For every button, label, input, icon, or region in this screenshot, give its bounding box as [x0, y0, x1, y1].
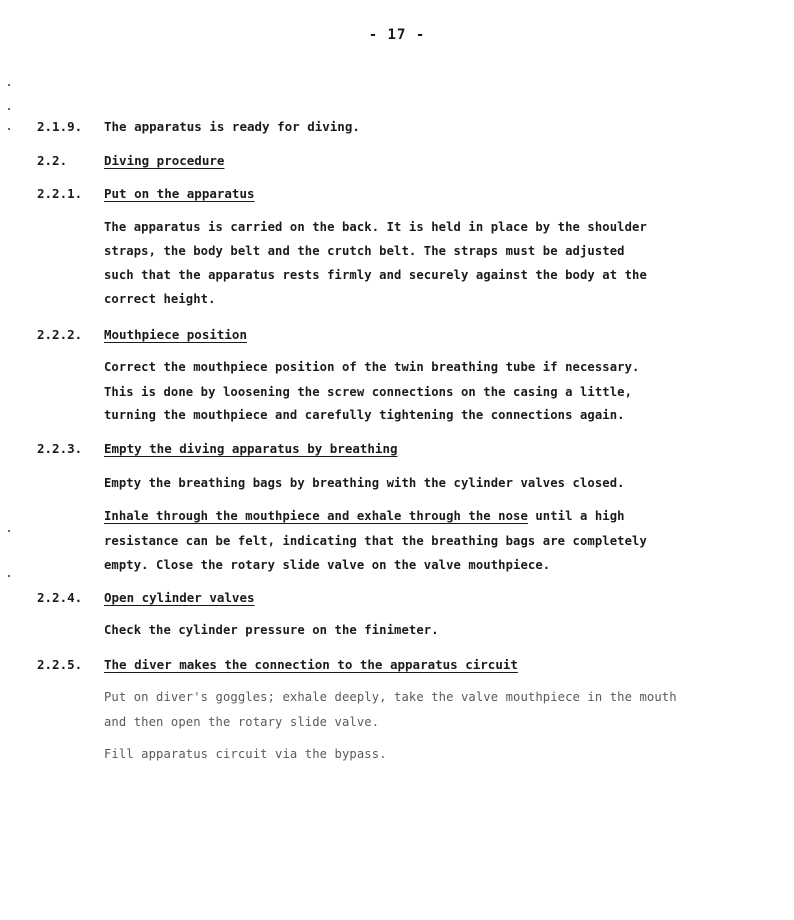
paragraph-line: such that the apparatus rests firmly and securely against the body at the: [104, 268, 647, 282]
paragraph-line: correct height.: [104, 292, 216, 306]
underlined-instruction: Inhale through the mouthpiece and exhale through the nose: [104, 509, 528, 523]
paragraph-line: The apparatus is carried on the back. It is held in place by the shoulder: [104, 220, 647, 234]
margin-mark: [8, 530, 10, 532]
section-number: 2.2.2.: [37, 327, 83, 342]
paragraph-line: empty. Close the rotary slide valve on the valve mouthpiece.: [104, 558, 551, 572]
paragraph-text: until a high: [527, 509, 625, 523]
section-number: 2.2.5.: [37, 657, 83, 672]
section-heading: Mouthpiece position: [104, 327, 247, 342]
paragraph-line: Fill apparatus circuit via the bypass.: [104, 747, 387, 761]
paragraph-line: Correct the mouthpiece position of the twin breathing tube if necessary.: [104, 360, 640, 374]
paragraph-line: and then open the rotary slide valve.: [104, 715, 380, 729]
page-number: - 17 -: [368, 27, 426, 43]
section-heading: Open cylinder valves: [104, 590, 255, 605]
paragraph-line: straps, the body belt and the crutch belt. The straps must be adjusted: [104, 244, 625, 258]
section-number: 2.2.3.: [37, 441, 83, 456]
margin-mark: [8, 128, 10, 130]
paragraph-line: turning the mouthpiece and carefully tightening the connections again.: [104, 408, 625, 422]
section-number: 2.1.9.: [37, 119, 83, 134]
section-heading: The apparatus is ready for diving.: [104, 119, 360, 134]
section-number: 2.2.1.: [37, 186, 83, 201]
paragraph-line: Empty the breathing bags by breathing with the cylinder valves closed.: [104, 476, 625, 490]
section-number: 2.2.4.: [37, 590, 83, 605]
paragraph-line: This is done by loosening the screw connections on the casing a little,: [104, 385, 633, 399]
paragraph-line: resistance can be felt, indicating that the breathing bags are completely: [104, 534, 647, 548]
section-heading: The diver makes the connection to the apparatus circuit: [104, 657, 518, 672]
section-heading: Put on the apparatus: [104, 186, 255, 201]
margin-mark: [8, 84, 10, 86]
paragraph-line: Check the cylinder pressure on the finimeter.: [104, 623, 439, 637]
section-heading: Diving procedure: [104, 153, 225, 168]
paragraph-line: Put on diver's goggles; exhale deeply, take the valve mouthpiece in the mouth: [104, 690, 677, 704]
paragraph-line: [104, 509, 625, 523]
margin-mark: [8, 575, 10, 577]
section-heading: Empty the diving apparatus by breathing: [104, 441, 398, 456]
margin-mark: [8, 108, 10, 110]
section-number: 2.2.: [37, 153, 68, 168]
